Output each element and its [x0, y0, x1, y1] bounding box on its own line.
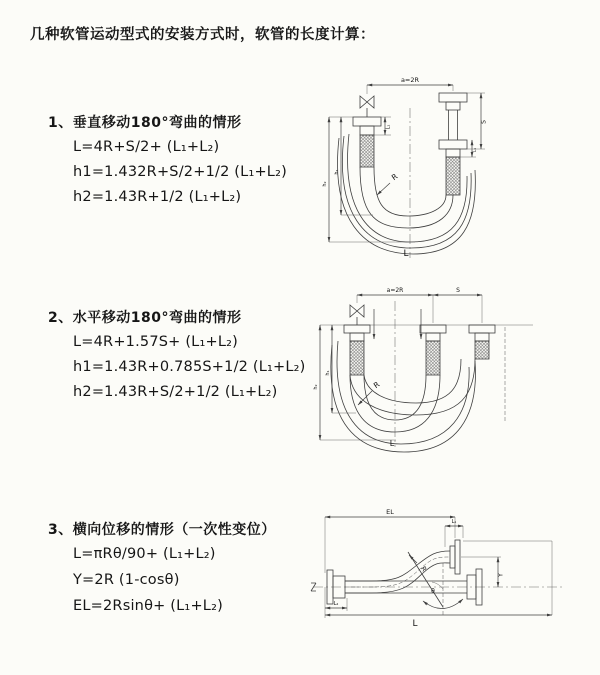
label-h1: h₁	[325, 370, 331, 376]
label-r: R	[389, 171, 400, 183]
label-s: S	[480, 120, 488, 124]
braided-hose-segment	[360, 135, 374, 167]
braided-hose-segment	[446, 157, 460, 195]
label-el: EL	[386, 508, 394, 516]
right-pipe-fitting	[439, 93, 467, 195]
dimension-fitting-length	[374, 309, 421, 339]
pipe-fittings	[344, 325, 495, 375]
braided-hose-segment	[350, 341, 364, 375]
valve-icon	[350, 305, 364, 325]
hose-s-curve	[345, 551, 450, 593]
section-3-heading: 3、横向位移的情形（一次性变位）	[48, 522, 276, 538]
diagram-vertical-180-bend	[315, 72, 600, 262]
section-2-formula-h1: h1=1.43R+0.785S+1/2 (L₁+L₂)	[73, 359, 306, 375]
label-l: L	[389, 439, 395, 448]
braided-hose-segment	[426, 341, 440, 375]
dimension-y	[461, 541, 552, 615]
label-h1: h₁	[334, 169, 340, 175]
radius-leader	[409, 555, 417, 563]
upper-pipe-fitting	[450, 540, 460, 574]
label-l: L	[403, 249, 409, 259]
label-h2: h₂	[313, 384, 319, 390]
diagram-lateral-displacement	[305, 505, 600, 655]
braided-hose-segment	[475, 341, 489, 359]
section-1-heading: 1、垂直移动180°弯曲的情形	[48, 115, 242, 131]
dimension-l	[325, 587, 552, 618]
label-h2: h₂	[322, 181, 328, 187]
section-2-formula-L: L=4R+1.57S+ (L₁+L₂)	[73, 334, 238, 350]
dimension-a2r-s	[357, 295, 482, 323]
valve-icon	[360, 96, 374, 117]
section-1-formula-h2: h2=1.43R+1/2 (L₁+L₂)	[73, 189, 242, 205]
section-2-heading: 2、水平移动180°弯曲的情形	[48, 310, 242, 326]
radius-leader	[377, 183, 390, 195]
section-3-formula-Y: Y=2R (1-cosθ)	[73, 572, 180, 588]
label-s: S	[456, 287, 460, 294]
label-r: R	[419, 564, 429, 573]
label-l2: L₂	[333, 601, 339, 607]
section-3-formula-L: L=πRθ/90+ (L₁+L₂)	[73, 546, 216, 562]
label-l1: L₁	[451, 519, 457, 525]
label-r: R	[371, 379, 382, 391]
section-2-formula-h2: h2=1.43R+S/2+1/2 (L₁+L₂)	[73, 384, 278, 400]
label-l1: L₁	[385, 124, 392, 130]
section-1-formula-h1: h1=1.432R+S/2+1/2 (L₁+L₂)	[73, 164, 287, 180]
section-3-formula-EL: EL=2Rsinθ+ (L₁+L₂)	[73, 598, 223, 614]
label-a2r: a=2R	[386, 287, 404, 294]
label-l1-right: L₁	[473, 147, 478, 153]
dimension-s-l1-right	[460, 93, 485, 157]
label-l: L	[412, 619, 418, 629]
left-pipe-fitting	[353, 117, 381, 167]
label-theta: θ	[431, 588, 435, 595]
label-a2r: a=2R	[400, 76, 420, 84]
section-1-formula-L: L=4R+S/2+ (L₁+L₂)	[73, 139, 220, 155]
page-title: 几种软管运动型式的安装方式时，软管的长度计算：	[30, 27, 375, 43]
diagram-horizontal-180-bend	[308, 283, 600, 453]
label-y: Y	[497, 573, 505, 577]
